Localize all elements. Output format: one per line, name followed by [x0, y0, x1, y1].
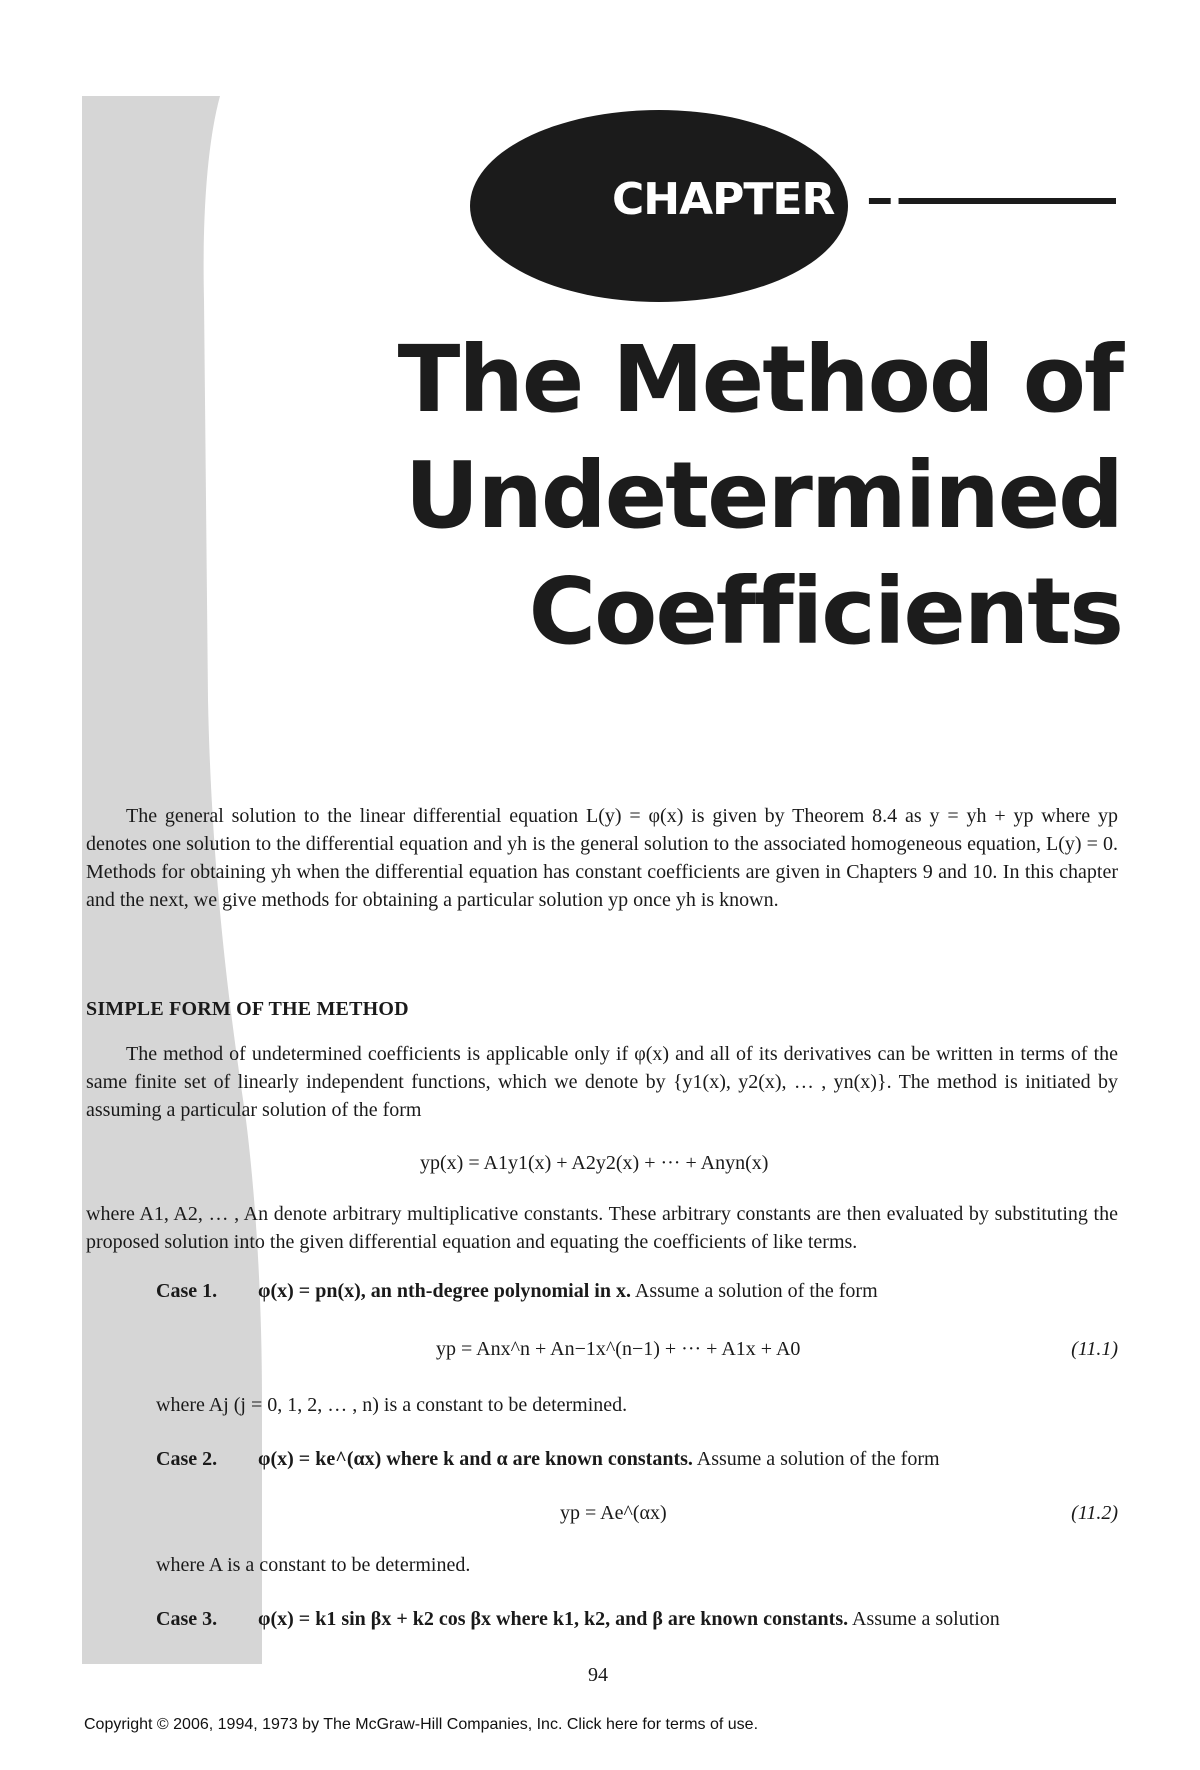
- case-2-note: where A is a constant to be determined.: [156, 1554, 471, 1576]
- case-assume: Assume a solution of the form: [634, 1280, 878, 1302]
- case-3: [156, 1608, 1116, 1631]
- intro-paragraph: [86, 802, 1118, 914]
- copyright-notice: [84, 1716, 758, 1734]
- page-number: 94: [588, 1664, 608, 1686]
- general-form-equation: yp(x) = A1y1(x) + A2y2(x) + ··· + Anyn(x): [420, 1152, 769, 1174]
- case-1: [156, 1280, 1116, 1303]
- title-line: Undetermined: [404, 442, 1122, 549]
- constants-text: where A1, A2, … , An denote arbitrary multiplicative constants. These arbitrary constants are then evaluated by substituting the proposed solution into the given differential equation and equating the coefficients of like terms.: [86, 1203, 1118, 1253]
- case-1-equation: yp = Anx^n + An−1x^(n−1) + ··· + A1x + A0: [436, 1338, 801, 1360]
- case-assume: Assume a solution: [852, 1608, 1000, 1630]
- equation-number: (11.1): [1071, 1338, 1118, 1360]
- section-heading: SIMPLE FORM OF THE METHOD: [86, 998, 409, 1020]
- case-condition: φ(x) = ke^(αx) where k and α are known constants.: [258, 1448, 693, 1470]
- title-line: The Method of: [397, 326, 1122, 433]
- case-condition: φ(x) = pn(x), an nth-degree polynomial in x.: [258, 1280, 631, 1302]
- equation-number: (11.2): [1071, 1502, 1118, 1524]
- case-condition: φ(x) = k1 sin βx + k2 cos βx where k1, k2, and β are known constants.: [258, 1608, 849, 1630]
- copyright-text: Copyright © 2006, 1994, 1973 by The McGraw-Hill Companies, Inc.: [84, 1716, 563, 1733]
- title-line: Coefficients: [528, 558, 1122, 665]
- method-paragraph: [86, 1040, 1118, 1124]
- case-1-note: where Aj (j = 0, 1, 2, … , n) is a constant to be determined.: [156, 1394, 628, 1416]
- case-2-equation: yp = Ae^(αx): [560, 1502, 667, 1524]
- chapter-title: [362, 322, 1122, 670]
- case-label: Case 3.: [156, 1608, 218, 1630]
- case-assume: Assume a solution of the form: [696, 1448, 940, 1470]
- case-2: [156, 1448, 1116, 1471]
- method-text: The method of undetermined coefficients is applicable only if φ(x) and all of its derivatives can be written in terms of the same finite set of linearly independent functions, which we denote by {y1(x), y2(x), … , yn(x)}. The method is initiated by assuming a particular solution of the form: [86, 1043, 1118, 1121]
- intro-text: The general solution to the linear differential equation L(y) = φ(x) is given by Theorem 8.4 as y = yh + yp where yp denotes one solution to the differential equation and yh is the general solution to the associated homogeneous equation, L(y) = 0. Methods for obtaining yh when the differential equation has constant coefficients are given in Chapters 9 and 10. In this chapter and the next, we give methods for obtaining a particular solution yp once yh is known.: [86, 805, 1118, 911]
- constants-paragraph: [86, 1200, 1118, 1256]
- case-label: Case 2.: [156, 1448, 218, 1470]
- chapter-label: CHAPTER 11: [612, 174, 908, 225]
- case-label: Case 1.: [156, 1280, 218, 1302]
- terms-of-use-link[interactable]: Click here for terms of use.: [566, 1716, 759, 1733]
